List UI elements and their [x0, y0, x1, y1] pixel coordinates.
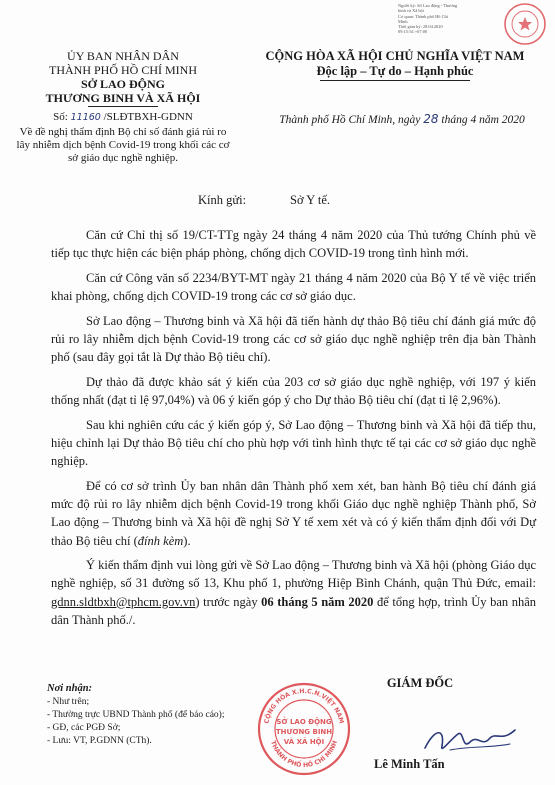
email-link[interactable]: gdnn.sldtbxh@tphcm.gov.vn [51, 594, 196, 609]
document-subject: Về đề nghị thẩm định Bộ chỉ số đánh giá rủi ro lây nhiễm dịch bệnh Covid-19 trong khối các cơ sở giáo dục nghề nghiệp. [16, 126, 230, 164]
body-paragraph: Sau khi nghiên cứu các ý kiến góp ý, Sở Lao động – Thương binh và Xã hội đã tiếp thu, hiệu chỉnh lại Dự thảo Bộ tiêu chí cho phù hợp với tình hình thực tế tại các cơ sở giáo dục nghề nghiệp. [51, 417, 536, 469]
handwritten-signature-icon [420, 720, 520, 760]
department-name: THƯƠNG BINH VÀ XÃ HỘI [45, 91, 201, 105]
authority-line: ỦY BAN NHÂN DÂN [67, 49, 179, 63]
motto-underline [320, 80, 470, 81]
national-motto: Độc lập – Tự do – Hạnh phúc [316, 64, 474, 78]
digital-signature-line: Minh [398, 18, 408, 24]
body-paragraph: Căn cứ Chỉ thị số 19/CT-TTg ngày 24 tháng 4 năm 2020 của Thủ tướng Chính phủ về tiếp tục thực hiện các biện pháp phòng, chống dịch COVID-19 trong tình hình mới. [51, 228, 536, 261]
addressee-label: Kính gửi: [198, 193, 247, 207]
recipients-title: Nơi nhận: [47, 683, 93, 694]
national-motto-header [248, 49, 542, 81]
document-body [51, 226, 536, 629]
signer-name: Lê Minh Tấn [374, 757, 445, 771]
issuing-authority-header [16, 49, 230, 165]
attachment-note: đính kèm [137, 533, 184, 548]
digital-signature-line: 09:15:54 +07:00 [398, 29, 428, 35]
digital-signature-line: Cơ quan: Thành phố Hồ Chí [398, 13, 448, 19]
recipient-item: - Thường trực UBND Thành phố (để báo cáo); [47, 710, 225, 720]
document-date: Thành phố Hồ Chí Minh, ngày 28 tháng 4 năm 2020 [279, 112, 525, 126]
header-divider [88, 106, 158, 107]
digital-signature-line: binh và Xã hội [398, 8, 424, 14]
seal-bottom-text: THÀNH PHỐ HỒ CHÍ MINH [269, 739, 339, 770]
seal-center-line: THƯƠNG BINH [275, 728, 333, 736]
department-name: SỞ LAO ĐỘNG [80, 77, 165, 91]
body-paragraph: Để có cơ sở trình Ủy ban nhân dân Thành phố xem xét, ban hành Bộ tiêu chí đánh giá mức độ rủi ro lây nhiễm dịch bệnh Covid-19 trong khối Giáo dục nghề nghiệp Thành phố, Sở Lao động – Thương binh và Xã hội đề nghị Sở Y tế xem xét và có ý kiến thẩm định đối với Dự thảo Bộ tiêu chí (đính kèm). [51, 478, 536, 548]
body-paragraph: Dự thảo đã được khảo sát ý kiến của 203 cơ sở giáo dục nghề nghiệp, với 197 ý kiến thống nhất (đạt tỉ lệ 97,04%) và 06 ý kiến góp ý cho Dự thảo Bộ tiêu chí (đạt tỉ lệ 2,96%). [51, 374, 536, 408]
authority-line: THÀNH PHỐ HỒ CHÍ MINH [49, 63, 197, 77]
digital-signature-line: Thời gian ký: 28.04.2020 [398, 24, 443, 30]
handwritten-number: 11160 [70, 112, 101, 123]
seal-center-line: VÀ XÃ HỘI [283, 738, 325, 746]
handwritten-day: 28 [423, 112, 439, 126]
recipient-item: - Lưu: VT, P.GDNN (CTh). [47, 736, 152, 746]
signature-title: GIÁM ĐỐC [386, 676, 454, 690]
body-paragraph: Ý kiến thẩm định vui lòng gửi về Sở Lao động – Thương binh và Xã hội (phòng Giáo dục nghề nghiệp, số 31 đường số 13, Khu phố 1, phường Hiệp Bình Chánh, quận Thủ Đức, email: gdnn.sldtbxh@tphcm.gov.vn) trước ngày 06 tháng 5 năm 2020 để tổng hợp, trình Ủy ban nhân dân Thành phố./. [51, 558, 536, 627]
body-paragraph: Sở Lao động – Thương binh và Xã hội đã tiến hành dự thảo Bộ tiêu chí đánh giá mức độ rủi ro lây nhiễm dịch bệnh Covid-19 trong các cơ sở giáo dục nghề nghiệp trên địa bàn Thành phố (sau đây gọi tắt là Dự thảo Bộ tiêu chí). [51, 313, 536, 365]
seal-center-line: SỞ LAO ĐỘNG [276, 718, 332, 726]
nation-name: CỘNG HÒA XÃ HỘI CHỦ NGHĨA VIỆT NAM [265, 49, 525, 63]
digital-signature-line: Người ký: Sở Lao động - Thương [398, 3, 458, 8]
seal-top-text: CỘNG HÒA X.H.C.N.VIỆT NAM [263, 687, 345, 725]
recipient-item: - GĐ, các PGĐ Sở; [47, 723, 121, 733]
addressee-recipient: Sở Y tế. [290, 193, 331, 207]
official-seal-icon [256, 681, 352, 777]
document-number: Số: 11160 /SLĐTBXH-GDNN [53, 111, 193, 123]
deadline-date: 06 tháng 5 năm 2020 [261, 594, 374, 609]
recipients-list [47, 682, 277, 748]
recipient-item: - Như trên; [47, 697, 90, 707]
body-paragraph: Căn cứ Công văn số 2234/BYT-MT ngày 21 tháng 4 năm 2020 của Bộ Y tế về việc triển khai phòng, chống dịch COVID-19 trong các cơ sở giáo dục. [51, 270, 536, 304]
digital-signature-info [398, 3, 506, 35]
digital-seal-icon [503, 2, 547, 46]
